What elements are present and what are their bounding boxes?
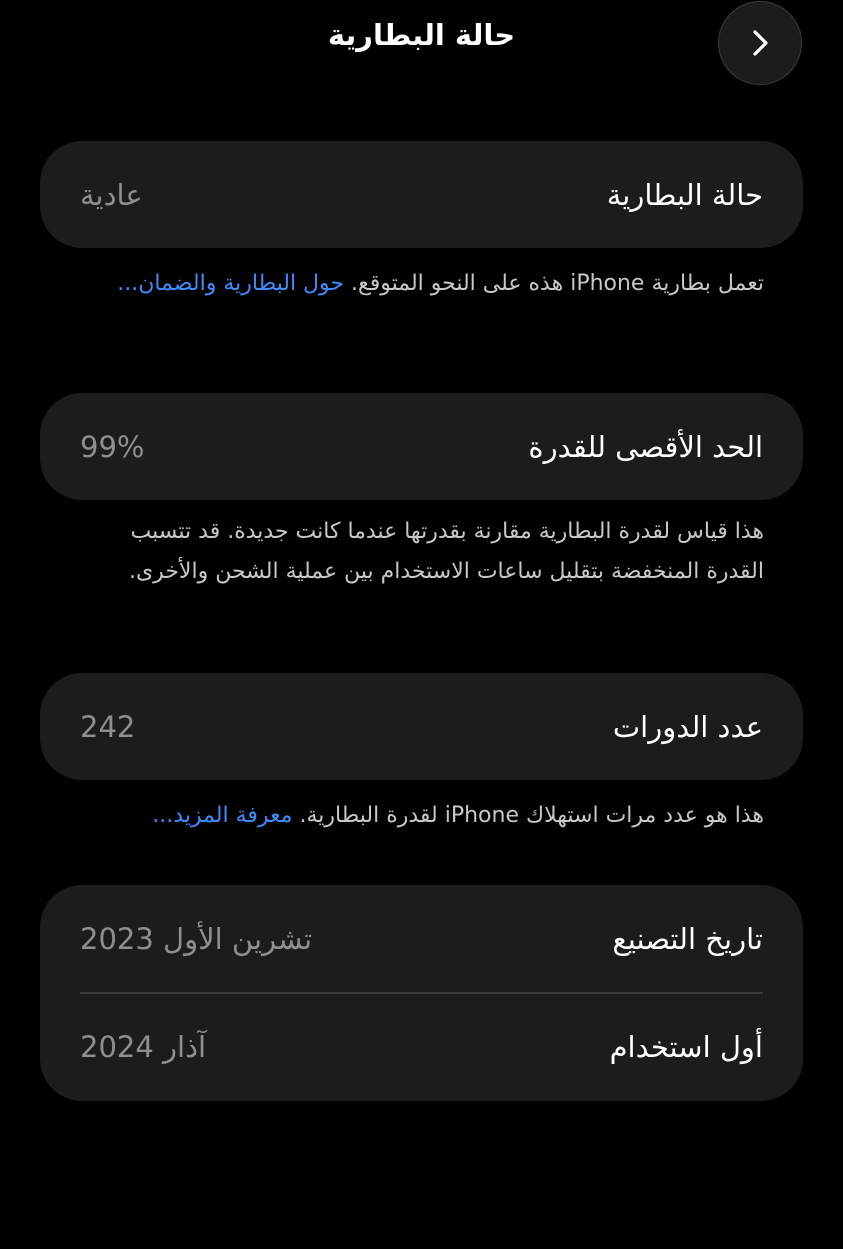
manufacture-date-row [40,885,803,992]
back-button[interactable] [718,1,802,85]
battery-warranty-link[interactable]: حول البطارية والضمان... [117,271,345,296]
battery-health-row [40,141,803,248]
cycle-count-row [40,673,803,780]
max-capacity-note [80,512,764,592]
dates-card [40,885,803,1101]
battery-health-note-text: تعمل بطارية iPhone هذه على النحو المتوقع. [351,271,764,296]
max-capacity-value: 99% [80,429,145,464]
max-capacity-note-text: هذا قياس لقدرة البطارية مقارنة بقدرتها عندما كانت جديدة. قد تتسبب القدرة المنخفضة بتقليل ساعات الاستخدام بين عملية الشحن والأخرى. [128,519,764,584]
learn-more-link[interactable]: معرفة المزيد... [152,803,293,828]
page-title: حالة البطارية [327,18,516,52]
manufacture-date-value: تشرين الأول 2023 [80,921,313,956]
chevron-right-icon [745,28,775,58]
manufacture-date-label: تاريخ التصنيع [612,921,763,956]
max-capacity-card [40,393,803,500]
first-use-row [40,994,803,1101]
max-capacity-label: الحد الأقصى للقدرة [528,429,763,464]
cycle-count-card [40,673,803,780]
first-use-label: أول استخدام [609,1030,763,1064]
battery-health-card [40,141,803,248]
battery-health-value: عادية [80,177,143,212]
max-capacity-row [40,393,803,500]
cycle-count-note [80,796,764,836]
battery-health-label: حالة البطارية [606,177,763,212]
cycle-count-label: عدد الدورات [612,709,763,744]
cycle-count-value: 242 [80,709,136,744]
battery-health-note [80,264,764,304]
cycle-count-note-text: هذا هو عدد مرات استهلاك iPhone لقدرة البطارية. [299,803,764,828]
first-use-value: آذار 2024 [80,1030,207,1064]
